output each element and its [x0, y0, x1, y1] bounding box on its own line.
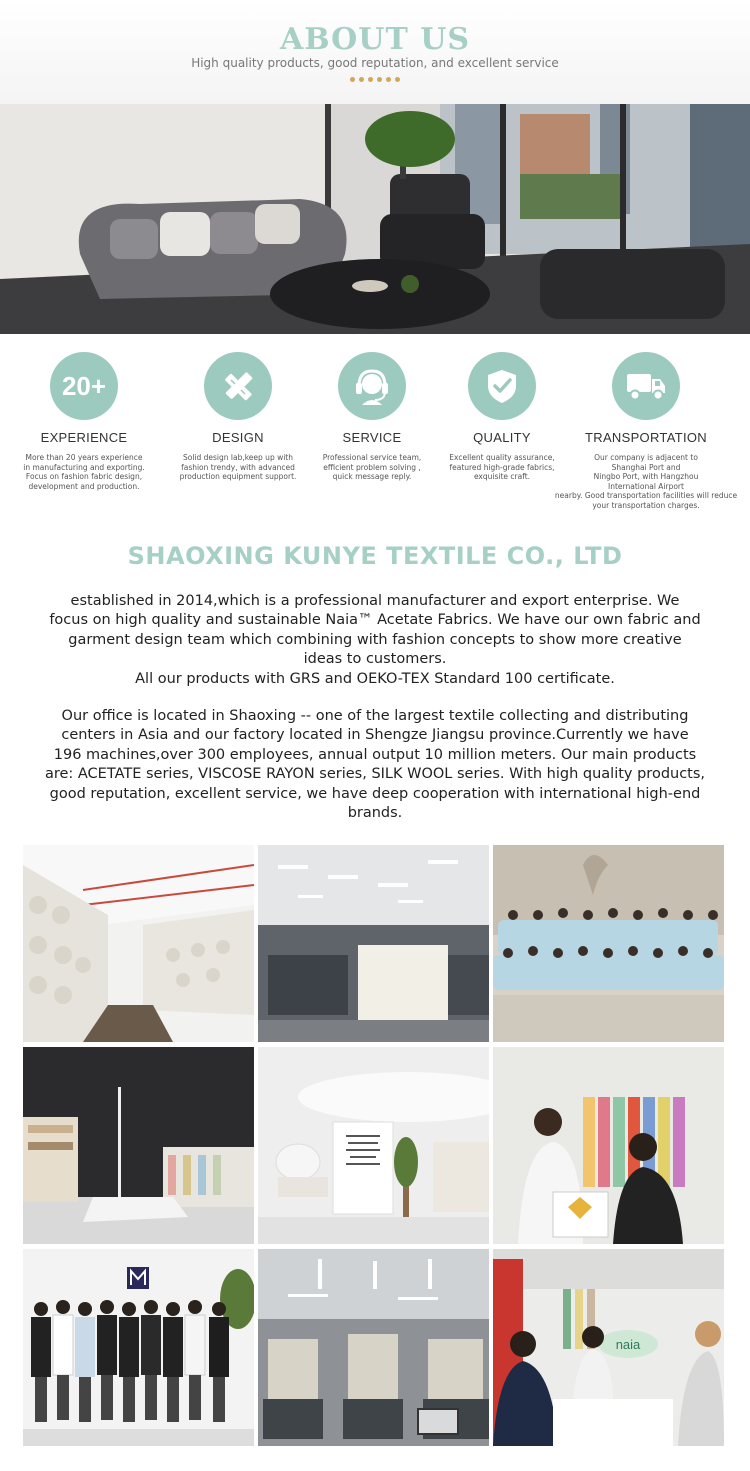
weaving-factory-photo	[258, 845, 489, 1042]
showroom-dark-photo	[23, 1047, 254, 1244]
feature-title: DESIGN	[212, 430, 264, 445]
company-intro-paragraph: established in 2014,which is a professional manufacturer and export enterprise. We focus on high quality and sustainable Naia™ Acetate Fabrics. We have our own fabric and garment design team which combining with fashion concepts to show more creative ideas to customers. All our products with GRS and OEKO-TEX Standard 100 certificate.	[49, 593, 701, 687]
team-brand-photo	[23, 1249, 254, 1446]
warehouse-photo	[23, 845, 254, 1042]
trade-show-photo	[493, 1047, 724, 1244]
feature-title: TRANSPORTATION	[585, 430, 707, 445]
showroom-white-photo	[258, 1047, 489, 1244]
loom-hall-photo	[258, 1249, 489, 1446]
feature-transportation	[552, 352, 740, 510]
company-location-paragraph: Our office is located in Shaoxing -- one of the largest textile collecting and distributing centers in Asia and our factory located in Shengze Jiangsu province.Currently we have 196 machines,over 300 employees, annual output 10 million meters. Our main products are: ACETATE series, VISCOSE RAYON series, SILK WOOL series. With high quality products, good reputation, excellent service, we have deep cooperation with international high-end brands.	[44, 708, 706, 822]
twenty-plus-icon: 20+	[50, 352, 118, 420]
exhibition-booth-photo	[493, 1249, 724, 1446]
feature-description: Our company is adjacent to Shanghai Port and Ningbo Port, with Hangzhou International Airport nearby. Good transportation facilities will reduce your transportation charges.	[554, 453, 738, 510]
feature-experience	[10, 352, 158, 491]
decorative-dots	[0, 77, 750, 82]
feature-description: More than 20 years experience in manufacturing and exporting. Focus on fashion fabric design, development and production.	[23, 453, 145, 491]
page-title: ABOUT US	[279, 22, 471, 57]
pencil-ruler-icon	[204, 352, 272, 420]
feature-description: Professional service team, efficient problem solving , quick message reply.	[322, 453, 422, 481]
office-photo	[0, 104, 750, 334]
team-outdoor-photo	[493, 845, 724, 1042]
feature-title: EXPERIENCE	[40, 430, 128, 445]
feature-description: Solid design lab,keep up with fashion trendy, with advanced production equipment support.	[179, 453, 297, 481]
about-header	[0, 0, 750, 104]
truck-icon	[612, 352, 680, 420]
shield-check-icon	[468, 352, 536, 420]
feature-title: QUALITY	[473, 430, 531, 445]
naia-sign-text: naia	[615, 1337, 641, 1352]
page-subtitle: High quality products, good reputation, and excellent service	[191, 56, 559, 70]
feature-design	[164, 352, 312, 482]
feature-title: SERVICE	[342, 430, 402, 445]
feature-description: Excellent quality assurance, featured high-grade fabrics, exquisite craft.	[449, 453, 555, 481]
feature-service	[298, 352, 446, 482]
headset-service-icon	[338, 352, 406, 420]
company-name: SHAOXING KUNYE TEXTILE CO., LTD	[127, 542, 623, 570]
